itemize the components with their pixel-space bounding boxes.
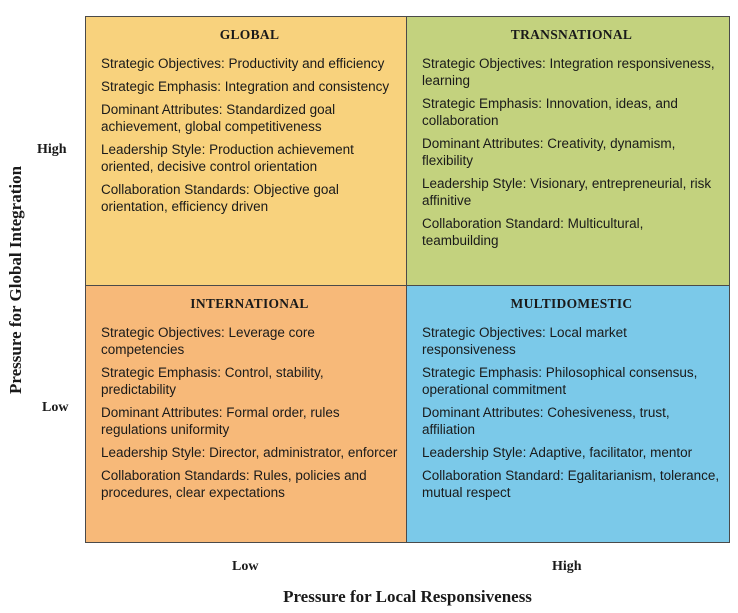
quadrant-item: Collaboration Standard: Multicultural, teambuilding [422, 216, 644, 248]
x-axis-title: Pressure for Local Responsiveness [283, 587, 532, 606]
quadrant-title: MULTIDOMESTIC [510, 296, 633, 311]
y-tick-low: Low [42, 400, 69, 415]
quadrant-item: Strategic Emphasis: Innovation, ideas, and collaboration [422, 96, 678, 128]
y-tick-high: High [37, 142, 67, 157]
quadrant-item: Dominant Attributes: Creativity, dynamism, flexibility [422, 136, 676, 168]
quadrant-item: Strategic Objectives: Leverage core competencies [101, 325, 315, 357]
quadrant-item: Leadership Style: Visionary, entrepreneurial, risk affinitive [422, 176, 712, 208]
y-axis-title [0, 16, 32, 543]
x-tick-low: Low [232, 559, 259, 574]
x-tick-high: High [552, 559, 582, 574]
quadrant-item: Strategic Emphasis: Philosophical consensus, operational commitment [422, 365, 698, 397]
quadrant-global [86, 17, 407, 286]
quadrant-item: Strategic Objectives: Local market responsiveness [422, 325, 627, 357]
quadrant-title: GLOBAL [219, 27, 280, 42]
quadrant-item: Strategic Objectives: Productivity and efficiency [101, 56, 385, 71]
quadrant-item: Collaboration Standards: Rules, policies and procedures, clear expectations [101, 468, 367, 500]
quadrant-item: Strategic Emphasis: Control, stability, predictability [101, 365, 324, 397]
quadrant-title: TRANSNATIONAL [510, 27, 633, 42]
matrix-grid [85, 16, 730, 543]
quadrant-item: Leadership Style: Adaptive, facilitator, mentor [422, 445, 693, 460]
quadrant-item: Strategic Objectives: Integration responsiveness, learning [422, 56, 715, 88]
quadrant-item: Leadership Style: Production achievement oriented, decisive control orientation [101, 142, 354, 174]
quadrant-item: Collaboration Standards: Objective goal orientation, efficiency driven [101, 182, 339, 214]
quadrant-multidomestic [407, 286, 729, 542]
quadrant-item: Dominant Attributes: Standardized goal achievement, global competitiveness [101, 102, 336, 134]
quadrant-item: Dominant Attributes: Formal order, rules regulations uniformity [101, 405, 340, 437]
quadrant-item: Leadership Style: Director, administrator, enforcer [101, 445, 398, 460]
quadrant-item: Collaboration Standard: Egalitarianism, tolerance, mutual respect [422, 468, 720, 500]
quadrant-item: Dominant Attributes: Cohesiveness, trust, affiliation [422, 405, 670, 437]
y-axis-title-text: Pressure for Global Integration [6, 165, 26, 394]
quadrant-title: INTERNATIONAL [190, 296, 309, 311]
quadrant-international [86, 286, 407, 542]
quadrant-item: Strategic Emphasis: Integration and consistency [101, 79, 390, 94]
quadrant-transnational [407, 17, 729, 286]
